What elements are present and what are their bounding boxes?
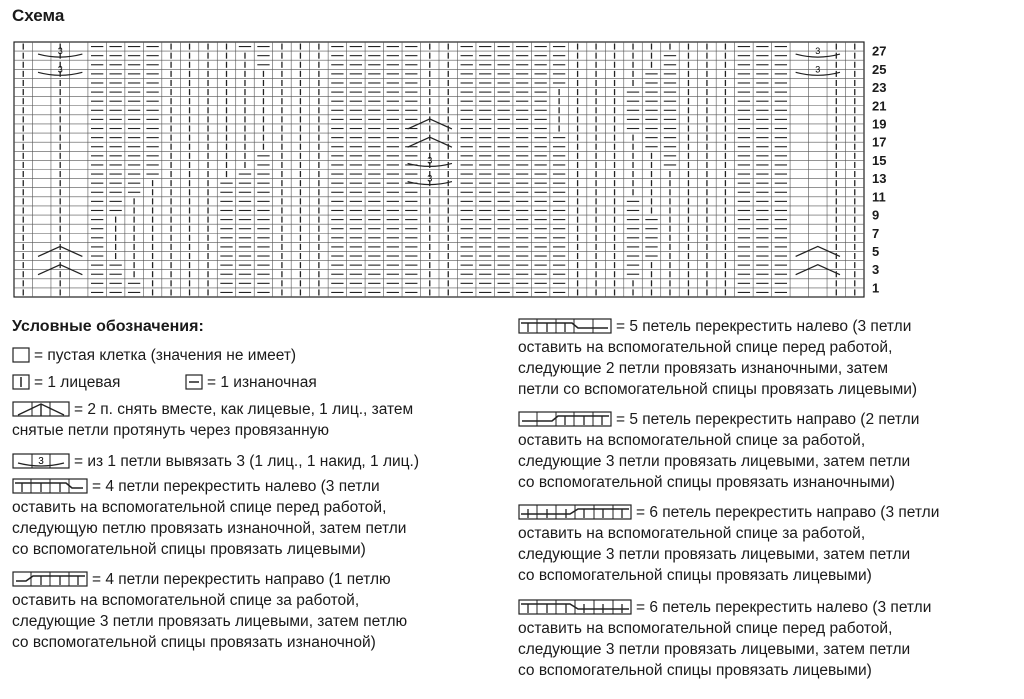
legend-text-c4r-3: следующие 3 петли провязать лицевыми, затем петлю xyxy=(12,613,408,630)
legend-item-cable-5-left xyxy=(518,316,917,400)
increase-mark-label: 3 xyxy=(815,46,821,57)
legend-text-c4r-2: оставить на вспомогательной спице за работой, xyxy=(12,592,360,609)
increase-three-icon xyxy=(12,453,70,469)
row-number: 19 xyxy=(872,116,887,132)
empty-cell-icon xyxy=(12,347,30,363)
cable-4-left-icon xyxy=(12,478,88,494)
knitting-chart xyxy=(0,0,1024,300)
row-number: 13 xyxy=(872,171,887,187)
legend-text-increase: = из 1 петли вывязать 3 (1 лиц., 1 накид, 1 лиц.) xyxy=(74,453,420,470)
row-number: 1 xyxy=(872,280,880,296)
increase-mark-label: 3 xyxy=(57,46,63,57)
cable-4-right-icon xyxy=(12,571,88,587)
row-number: 17 xyxy=(872,134,887,150)
legend-item-purl xyxy=(185,372,317,393)
legend-text-c4l-2: оставить на вспомогательной спице перед работой, xyxy=(12,499,387,516)
cable-5-left-icon xyxy=(518,318,612,334)
legend-text-c4l-3: следующую петлю провязать изнаночной, затем петли xyxy=(12,520,407,537)
legend-text-c6r-1: = 6 петель перекрестить направо (3 петли xyxy=(636,504,940,521)
svg-text:3: 3 xyxy=(38,456,44,467)
knit-stitch-icon xyxy=(12,374,30,390)
legend-text-c5r-3: следующие 3 петли провязать лицевыми, затем петли xyxy=(518,453,911,470)
legend-text-decrease-1: = 2 п. снять вместе, как лицевые, 1 лиц., затем xyxy=(74,401,414,418)
legend-item-cable-6-right xyxy=(518,502,939,586)
row-number-labels xyxy=(872,44,886,296)
legend-item-empty xyxy=(12,345,296,366)
row-number: 21 xyxy=(872,98,887,114)
row-number: 5 xyxy=(872,244,880,260)
increase-mark-label: 3 xyxy=(427,173,433,184)
legend-text-c5l-2: оставить на вспомогательной спице перед работой, xyxy=(518,339,893,356)
row-number: 27 xyxy=(872,43,887,59)
increase-mark-label: 3 xyxy=(57,64,63,75)
legend-text-c6l-3: следующие 3 петли провязать лицевыми, затем петли xyxy=(518,641,911,658)
row-number: 11 xyxy=(872,189,886,205)
legend-text-c6l-4: со вспомогательной спицы провязать лицевыми) xyxy=(518,662,872,679)
legend-text-c6l-1: = 6 петель перекрестить налево (3 петли xyxy=(636,599,932,616)
legend-text-c6l-2: оставить на вспомогательной спице перед работой, xyxy=(518,620,893,637)
legend-text-c6r-2: оставить на вспомогательной спице за работой, xyxy=(518,525,866,542)
legend-item-knit xyxy=(12,372,120,393)
legend-text-empty: = пустая клетка (значения не имеет) xyxy=(34,347,297,364)
legend-text-c5r-4: со вспомогательной спицы провязать изнаночными) xyxy=(518,474,895,491)
legend-text-c5l-3: следующие 2 петли провязать изнаночными, затем xyxy=(518,360,889,377)
legend-text-c4r-4: со вспомогательной спицы провязать изнаночной) xyxy=(12,634,376,651)
chart-title: Схема xyxy=(12,6,65,25)
legend-text-c5l-1: = 5 петель перекрестить налево (3 петли xyxy=(616,318,912,335)
legend-text-c4l-1: = 4 петли перекрестить налево (3 петли xyxy=(92,478,380,495)
cable-5-right-icon xyxy=(518,411,612,427)
legend-text-decrease-2: снятые петли протянуть через провязанную xyxy=(12,422,330,439)
legend-text-purl: = 1 изнаночная xyxy=(207,374,317,391)
increase-mark-label: 3 xyxy=(427,155,433,166)
legend-text-c6r-4: со вспомогательной спицы провязать лицевыми) xyxy=(518,567,872,584)
central-decrease-icon xyxy=(12,401,70,417)
legend-item-increase xyxy=(12,451,419,472)
legend-item-decrease xyxy=(12,399,413,441)
legend-item-cable-6-left xyxy=(518,597,931,681)
purl-stitch-icon xyxy=(185,374,203,390)
row-number: 3 xyxy=(872,262,880,278)
legend-text-c6r-3: следующие 3 петли провязать лицевыми, затем петли xyxy=(518,546,911,563)
legend-text-c4l-4: со вспомогательной спицы провязать лицевыми) xyxy=(12,541,366,558)
legend-text-c5r-1: = 5 петель перекрестить направо (2 петли xyxy=(616,411,920,428)
legend-item-cable-5-right xyxy=(518,409,919,493)
legend-text-c5l-4: петли со вспомогательной спицы провязать лицевыми) xyxy=(518,381,918,398)
cable-6-right-icon xyxy=(518,504,632,520)
legend-text-knit: = 1 лицевая xyxy=(34,374,121,391)
legend-text-c4r-1: = 4 петли перекрестить направо (1 петлю xyxy=(92,571,391,588)
increase-mark-label: 3 xyxy=(815,64,821,75)
row-number: 25 xyxy=(872,61,887,77)
legend-heading: Условные обозначения: xyxy=(12,318,204,335)
legend-item-cable-4-right xyxy=(12,569,407,653)
row-number: 9 xyxy=(872,207,880,223)
row-number: 15 xyxy=(872,152,887,168)
cable-6-left-icon xyxy=(518,599,632,615)
chart-grid xyxy=(14,42,864,297)
row-number: 7 xyxy=(872,225,880,241)
row-number: 23 xyxy=(872,80,887,96)
legend-text-c5r-2: оставить на вспомогательной спице за работой, xyxy=(518,432,866,449)
legend-item-cable-4-left xyxy=(12,476,406,560)
